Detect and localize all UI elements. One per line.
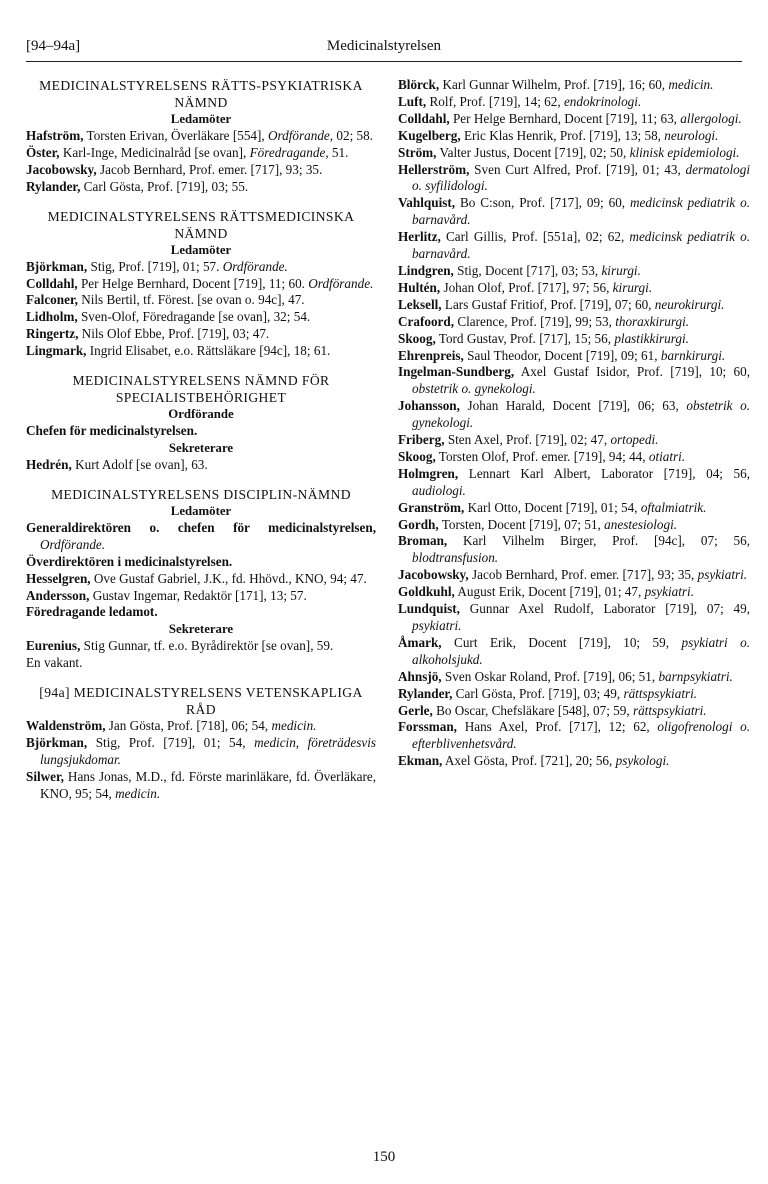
list-item: Leksell, Lars Gustaf Fritiof, Prof. [719], 07; 60, neurokirurgi. xyxy=(398,296,725,312)
right-column xyxy=(398,77,750,770)
list-item: Kugelberg, Eric Klas Henrik, Prof. [719], 13; 58, neurologi. xyxy=(398,127,719,143)
list-item: Luft, Rolf, Prof. [719], 14; 62, endokrinologi. xyxy=(398,93,642,109)
header-title: Medicinalstyrelsen xyxy=(326,38,442,54)
section-title: MEDICINALSTYRELSENS RÄTTSMEDICINSKA NÄMND xyxy=(47,208,355,241)
list-item: Jacobowsky, Jacob Bernhard, Prof. emer. [717], 93; 35. xyxy=(26,161,323,177)
list-item: Rylander, Carl Gösta, Prof. [719], 03; 55. xyxy=(26,178,249,194)
page-number: 150 xyxy=(372,1149,396,1165)
list-item: En vakant. xyxy=(26,655,83,671)
section-title: MEDICINALSTYRELSENS DISCIPLIN-NÄMND xyxy=(51,486,351,502)
running-header xyxy=(26,38,742,60)
list-item: Hafström, Torsten Erivan, Överläkare [554], Ordförande, 02; 58. xyxy=(26,128,374,143)
list-item: Öster, Karl-Inge, Medicinalråd [se ovan], Föredragande, 51. xyxy=(26,144,349,160)
subheading: Sekreterare xyxy=(168,622,234,637)
section-rattspsykiatriska xyxy=(26,77,376,196)
list-item: Lundquist, Gunnar Axel Rudolf, Laborator [719], 07; 49, psykiatri. xyxy=(398,601,750,633)
list-item: Colldahl, Per Helge Bernhard, Docent [719], 11; 60. Ordförande. xyxy=(26,275,374,291)
header-rule xyxy=(26,61,742,62)
list-item: Hultén, Johan Olof, Prof. [717], 97; 56, kirurgi. xyxy=(398,279,653,295)
section-specialistbehorighet xyxy=(26,372,376,474)
list-item: Ringertz, Nils Olof Ebbe, Prof. [719], 03; 47. xyxy=(26,326,270,342)
list-item: Överdirektören i medicinalstyrelsen. xyxy=(26,553,233,569)
subheading: Sekreterare xyxy=(168,440,234,455)
list-item: Vahlquist, Bo C:son, Prof. [717], 09; 60, medicinsk pediatrik o. barnavård. xyxy=(398,195,751,228)
list-item: Herlitz, Carl Gillis, Prof. [551a], 02; 62, medicinsk pediatrik o. barnavård. xyxy=(398,229,750,262)
list-item: Björkman, Stig, Prof. [719], 01; 54, medicin, företrädesvis lungsjukdomar. xyxy=(26,735,376,767)
list-item: Friberg, Sten Axel, Prof. [719], 02; 47, ortopedi. xyxy=(398,432,659,448)
list-item: Forssman, Hans Axel, Prof. [717], 12; 62, oligofrenologi o. efterblivenhetsvård. xyxy=(398,719,750,752)
list-item: Crafoord, Clarence, Prof. [719], 99; 53, thoraxkirurgi. xyxy=(398,313,690,329)
list-item: Rylander, Carl Gösta, Prof. [719], 03; 49, rättspsykiatri. xyxy=(398,685,698,701)
list-item: Ingelman-Sundberg, Axel Gustaf Isidor, Prof. [719], 10; 60, obstetrik o. gynekologi. xyxy=(398,364,750,397)
subheading: Ledamöter xyxy=(170,503,232,518)
list-item: Eurenius, Stig Gunnar, tf. e.o. Byrådirektör [se ovan], 59. xyxy=(26,638,334,654)
list-item: Granström, Karl Otto, Docent [719], 01; 54, oftalmiatrik. xyxy=(398,499,707,515)
list-item: Generaldirektören o. chefen för medicinalstyrelsen, Ordförande. xyxy=(26,519,376,552)
list-item: Ehrenpreis, Saul Theodor, Docent [719], 09; 61, barnkirurgi. xyxy=(398,347,726,363)
list-item: Jacobowsky, Jacob Bernhard, Prof. emer. [717], 93; 35, psykiatri. xyxy=(398,567,748,583)
subheading: Ledamöter xyxy=(170,242,232,257)
list-item: Skoog, Tord Gustav, Prof. [717], 15; 56, plastikkirurgi. xyxy=(398,330,689,346)
section-title: MEDICINALSTYRELSENS NÄMND FÖR SPECIALISTBEHÖRIGHET xyxy=(72,373,330,406)
section-rattsmedicinska xyxy=(26,208,376,360)
list-item: Waldenström, Jan Gösta, Prof. [718], 06; 54, medicin. xyxy=(26,718,317,734)
list-item: Lidholm, Sven-Olof, Föredragande [se ovan], 32; 54. xyxy=(26,309,311,325)
list-item: Blörck, Karl Gunnar Wilhelm, Prof. [719], 16; 60, medicin. xyxy=(398,77,714,92)
list-item: Hesselgren, Ove Gustaf Gabriel, J.K., fd. Hhövd., KNO, 94; 47. xyxy=(26,570,367,586)
header-section-ref: [94–94a] xyxy=(26,38,81,54)
list-item: Andersson, Gustav Ingemar, Redaktör [171], 13; 57. xyxy=(26,587,307,603)
list-item: Föredragande ledamot. xyxy=(26,604,158,620)
list-item: Broman, Karl Vilhelm Birger, Prof. [94c], 07; 56, blodtransfusion. xyxy=(398,533,750,566)
subheading: Ordförande xyxy=(168,407,234,422)
subheading: Ledamöter xyxy=(170,112,232,126)
list-item: Falconer, Nils Bertil, tf. Förest. [se ovan o. 94c], 47. xyxy=(26,292,305,308)
list-item: Goldkuhl, August Erik, Docent [719], 01; 47, psykiatri. xyxy=(398,584,695,600)
list-item: Lingmark, Ingrid Elisabet, e.o. Rättsläkare [94c], 18; 61. xyxy=(26,343,331,359)
list-item: Ekman, Axel Gösta, Prof. [721], 20; 56, psykologi. xyxy=(398,753,670,769)
list-item: Björkman, Stig, Prof. [719], 01; 57. Ordförande. xyxy=(26,258,288,274)
section-disciplinnamnd xyxy=(26,486,376,672)
list-item: Hellerström, Sven Curt Alfred, Prof. [719], 01; 43, dermatologi o. syfilidologi. xyxy=(398,161,750,194)
section-title: MEDICINALSTYRELSENS RÄTTS-PSYKIATRISKA NÄMND xyxy=(39,78,363,110)
list-item: Lindgren, Stig, Docent [717], 03; 53, kirurgi. xyxy=(398,262,641,278)
list-item: Colldahl, Per Helge Bernhard, Docent [719], 11; 63, allergologi. xyxy=(398,110,742,126)
list-item: Johansson, Johan Harald, Docent [719], 06; 63, obstetrik o. gynekologi. xyxy=(398,398,750,431)
left-column xyxy=(26,77,376,803)
list-item: Ström, Valter Justus, Docent [719], 02; 50, klinisk epidemiologi. xyxy=(398,144,740,160)
list-item: Åmark, Curt Erik, Docent [719], 10; 59, psykiatri o. alkoholsjukd. xyxy=(398,634,750,667)
list-item: Holmgren, Lennart Karl Albert, Laborator [719], 04; 56, audiologi. xyxy=(398,465,750,498)
section-vetenskapliga-rad xyxy=(26,684,376,803)
chair-line: Chefen för medicinalstyrelsen. xyxy=(26,423,198,439)
list-item: Skoog, Torsten Olof, Prof. emer. [719], 94; 44, otiatri. xyxy=(398,448,686,464)
list-item: Ahnsjö, Sven Oskar Roland, Prof. [719], 06; 51, barnpsykiatri. xyxy=(398,668,733,684)
section-title: [94a] MEDICINALSTYRELSENS VETENSKAPLIGA RÅD xyxy=(39,685,363,718)
list-item: Hedrén, Kurt Adolf [se ovan], 63. xyxy=(26,456,208,472)
list-item: Gordh, Torsten, Docent [719], 07; 51, anestesiologi. xyxy=(398,516,678,532)
list-item: Gerle, Bo Oscar, Chefsläkare [548], 07; 59, rättspsykiatri. xyxy=(398,702,707,718)
list-item: Silwer, Hans Jonas, M.D., fd. Förste marinläkare, fd. Överläkare, KNO, 95; 54, medicin. xyxy=(26,768,376,801)
